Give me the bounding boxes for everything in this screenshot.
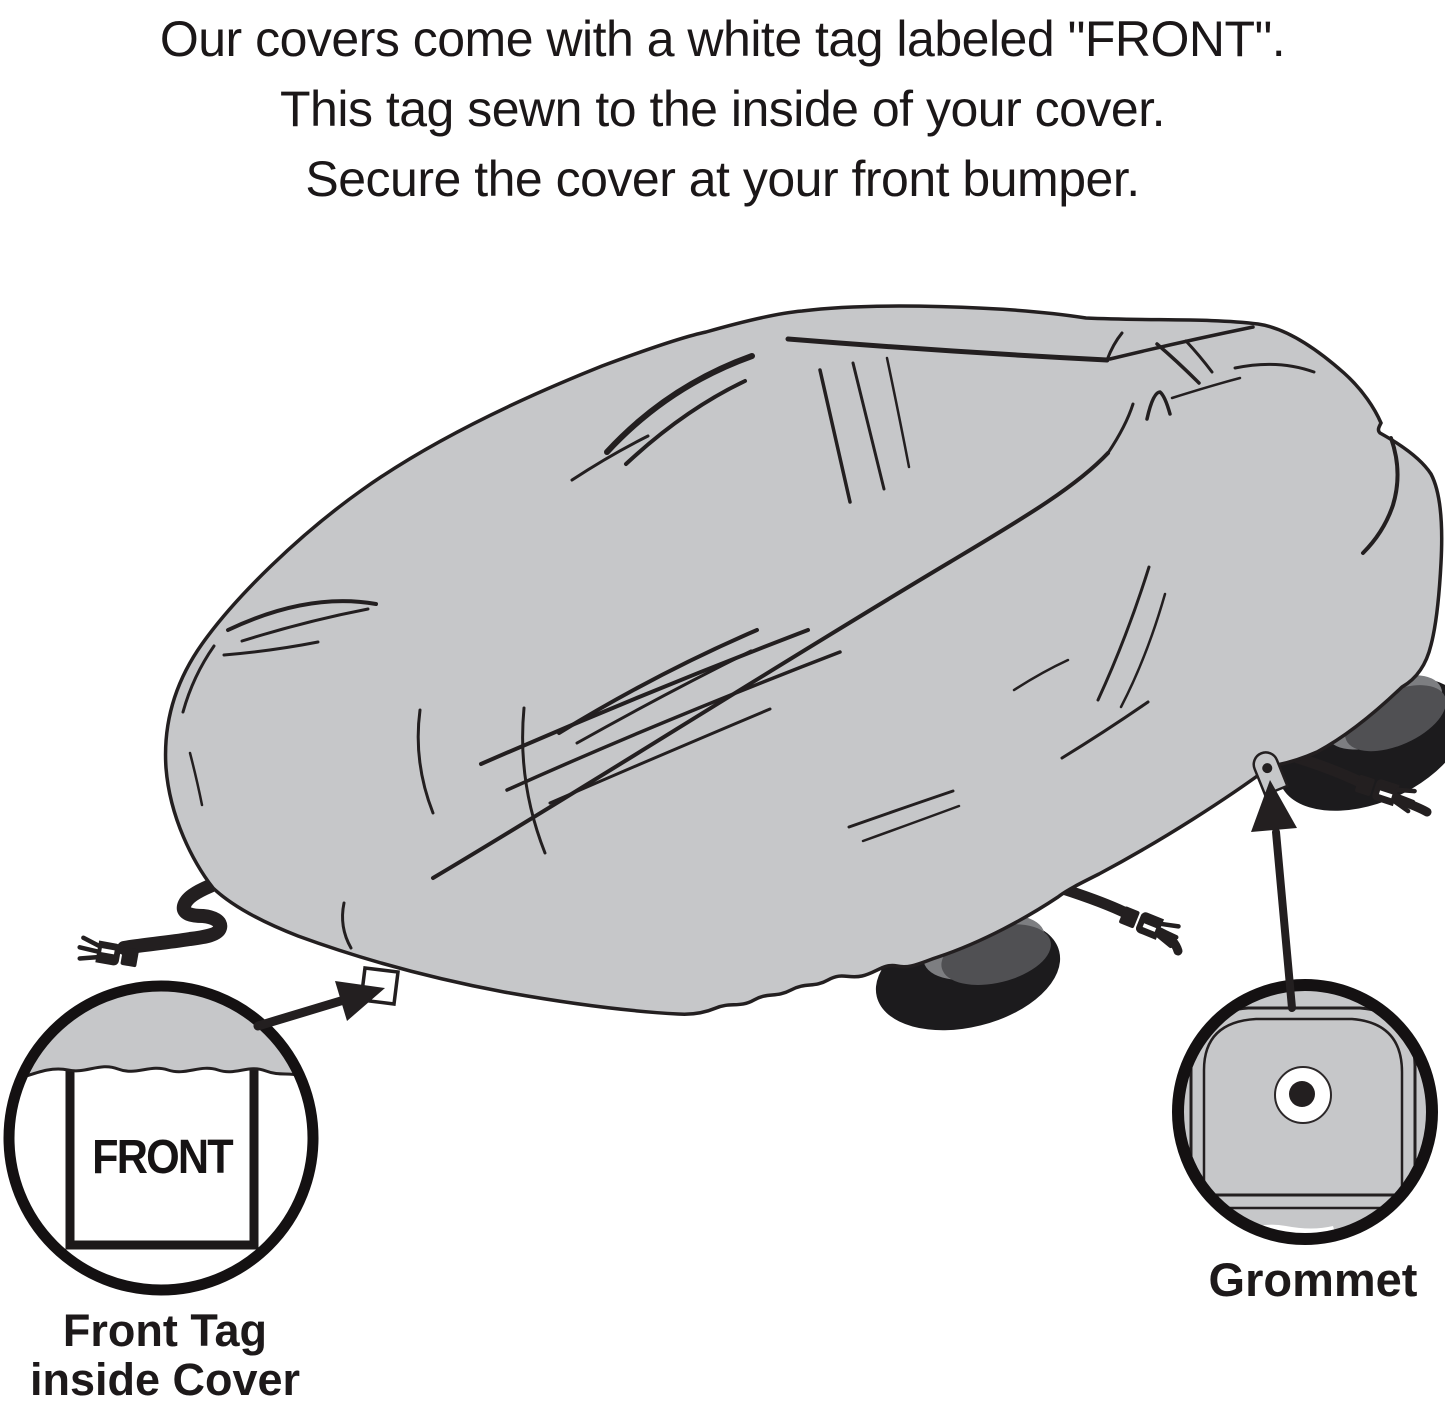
instruction-line-1: Our covers come with a white tag labeled "FRONT". <box>159 11 1286 67</box>
front-tag-caption <box>0 1306 330 1401</box>
front-tag-caption-line-2: inside Cover <box>29 1354 301 1401</box>
grommet-hole <box>1289 1081 1315 1107</box>
arrow-to-grommet-icon <box>1251 780 1297 1008</box>
arrow-to-front-tag-icon <box>258 981 385 1026</box>
middle-strap <box>1060 888 1181 951</box>
grommet-inset <box>1178 985 1432 1250</box>
front-tag-inset <box>8 930 314 1290</box>
instruction-line-3: Secure the cover at your front bumper. <box>305 151 1140 207</box>
car-cover <box>166 306 1442 1014</box>
cover-edge-in-inset <box>8 930 314 1084</box>
front-tag-text: FRONT <box>92 1131 232 1184</box>
front-strap <box>78 886 221 969</box>
front-tag-caption-line-1: Front Tag <box>62 1305 268 1356</box>
instruction-line-2: This tag sewn to the inside of your cover. <box>279 81 1166 137</box>
grommet-caption: Grommet <box>1208 1253 1418 1306</box>
